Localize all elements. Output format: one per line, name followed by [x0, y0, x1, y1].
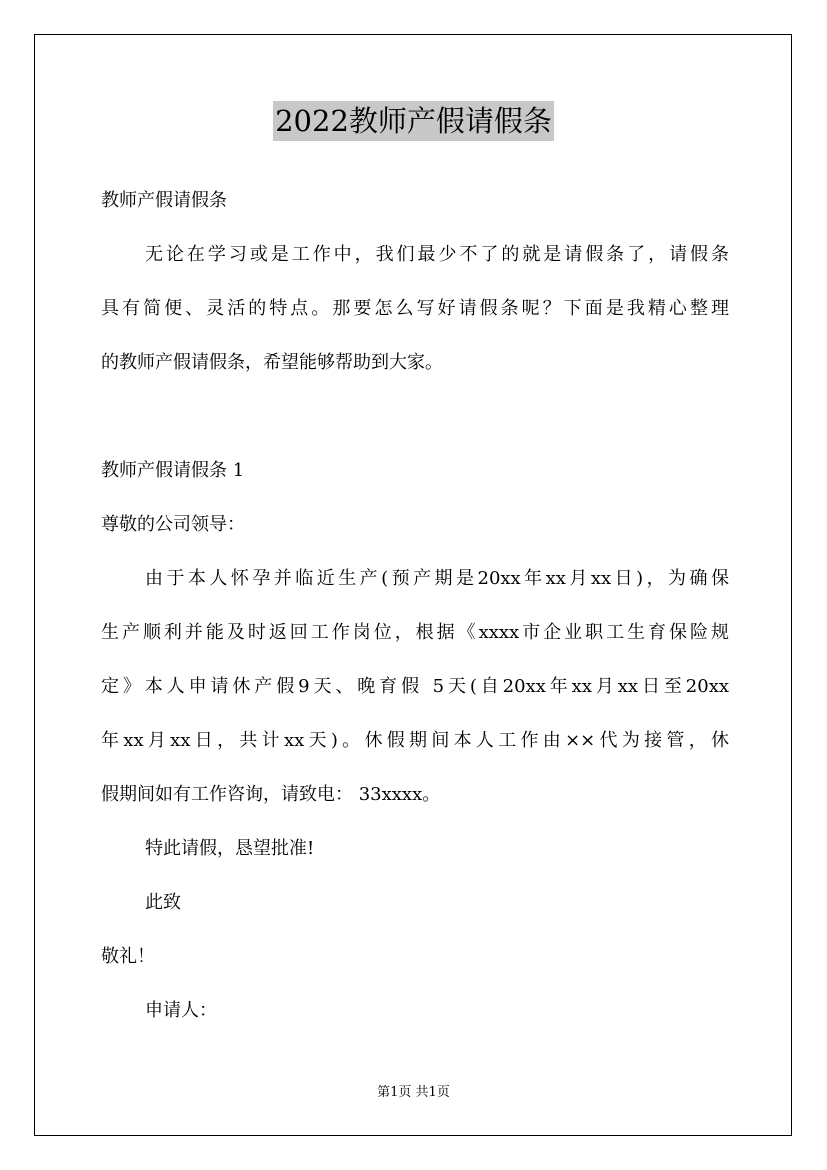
body-line-2: 生产顺利并能及时返回工作岗位，根据《xxxx市企业职工生育保险规 — [101, 622, 729, 643]
intro-line-3: 的教师产假请假条，希望能够帮助到大家。 — [101, 352, 443, 373]
body-line-5: 假期间如有工作咨询，请致电： 33xxxx。 — [101, 784, 441, 805]
request-line: 特此请假，恳望批准! — [145, 838, 315, 859]
blank-line — [101, 390, 729, 444]
closing-line-1: 此致 — [145, 892, 181, 913]
document-body — [101, 174, 729, 1038]
intro-line-2: 具有简便、灵活的特点。那要怎么写好请假条呢？下面是我精心整理 — [101, 298, 729, 319]
document-heading: 教师产假请假条 — [101, 190, 227, 211]
body-line-1: 由于本人怀孕并临近生产(预产期是20xx年xx月xx日)，为确保 — [145, 568, 729, 589]
body-line-3: 定》本人申请休产假9天、晚育假 5天(自20xx年xx月xx日至20xx — [101, 676, 729, 697]
document-title: 2022教师产假请假条 — [273, 101, 554, 141]
title-container — [0, 101, 827, 141]
section-title: 教师产假请假条 1 — [101, 460, 245, 481]
intro-line-1: 无论在学习或是工作中，我们最少不了的就是请假条了，请假条 — [145, 244, 729, 265]
page-footer: 第1页 共1页 — [377, 1085, 450, 1100]
applicant-label: 申请人： — [145, 1000, 217, 1021]
salutation: 尊敬的公司领导： — [101, 514, 245, 535]
body-line-4: 年xx月xx日，共计xx天)。休假期间本人工作由××代为接管，休 — [101, 730, 729, 751]
closing-line-2: 敬礼！ — [101, 946, 155, 967]
